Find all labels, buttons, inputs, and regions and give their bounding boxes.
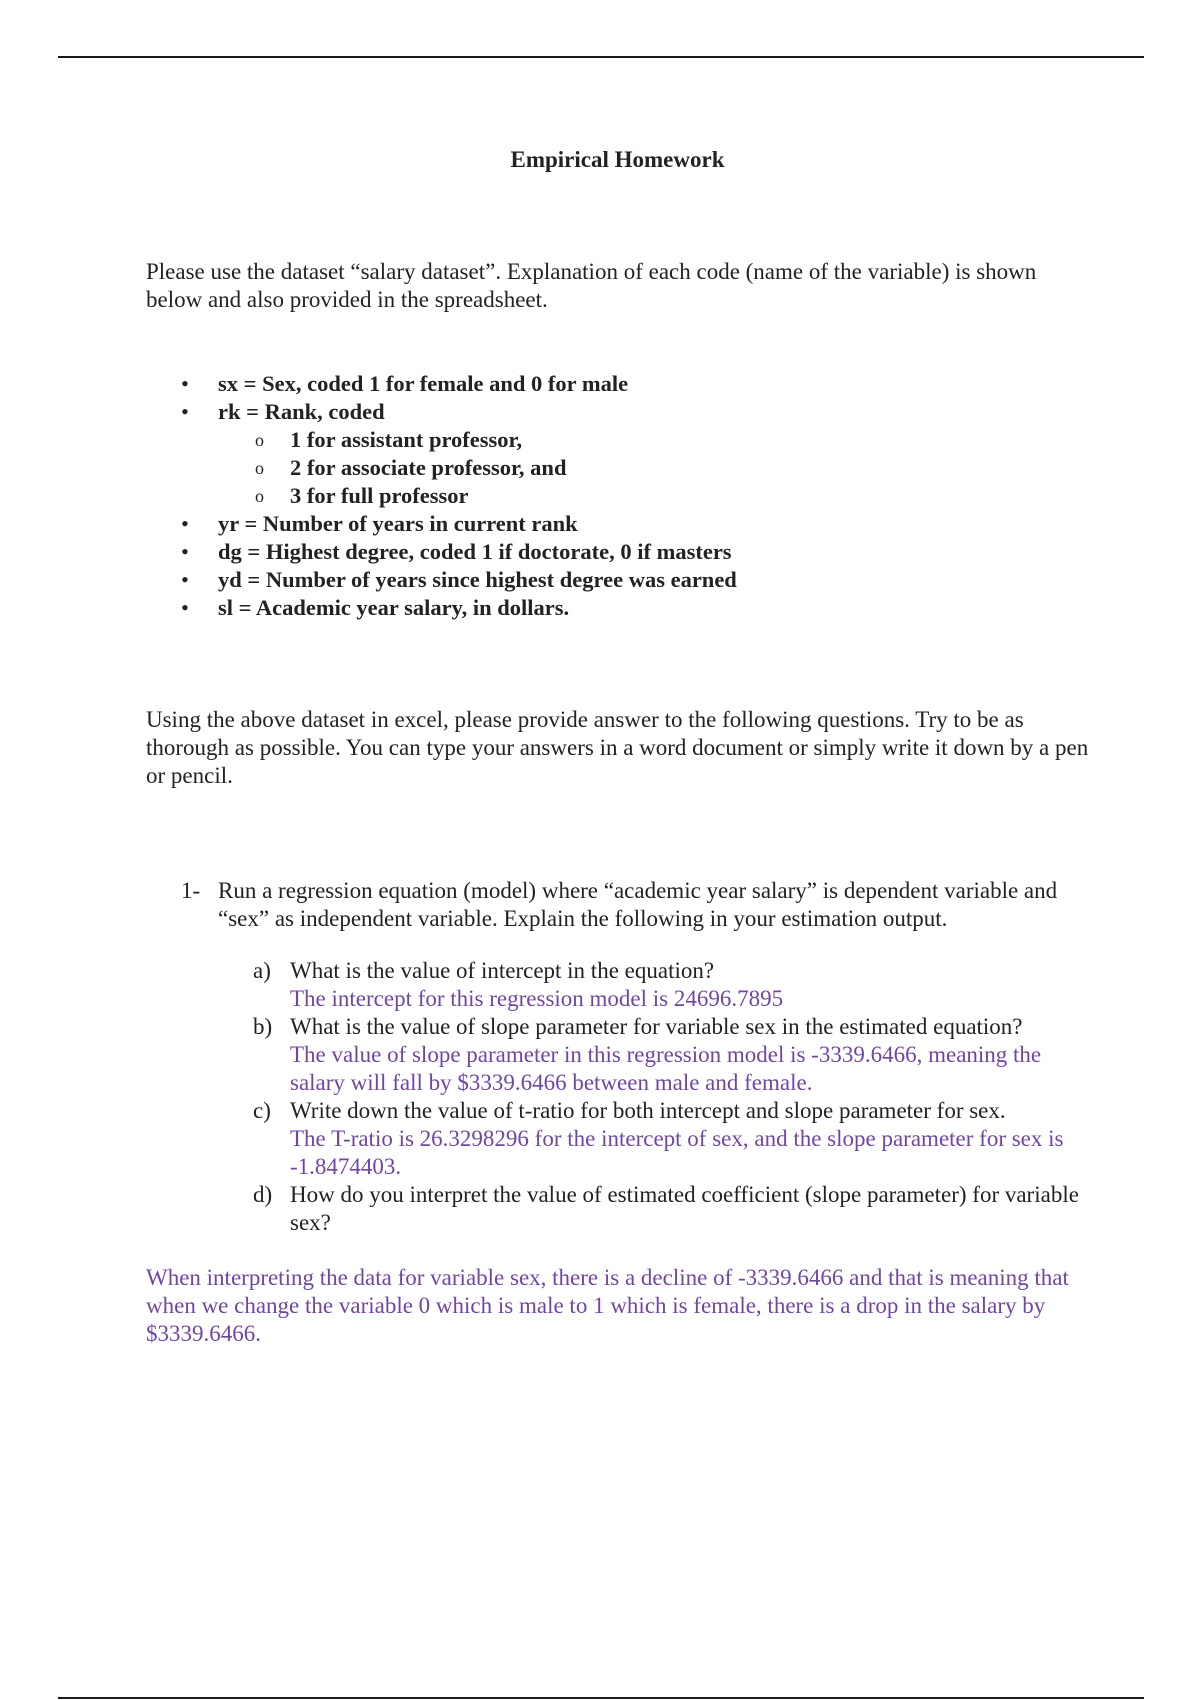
variable-text: yd = Number of years since highest degree was earned (218, 567, 737, 592)
top-rule (58, 56, 1144, 58)
variable-text: yr = Number of years in current rank (218, 511, 578, 536)
rank-code-text: 2 for associate professor, and (290, 455, 567, 480)
sub-question-a (0, 957, 1090, 1013)
circle-bullet-icon: o (255, 486, 264, 506)
variable-item-yd (0, 566, 737, 594)
sub-question-letter: d) (253, 1182, 273, 1207)
bottom-rule (58, 1697, 1144, 1699)
sub-question-d (0, 1181, 1090, 1237)
bullet-icon: • (181, 399, 189, 424)
variable-list (0, 370, 737, 622)
rank-code-list (218, 426, 737, 510)
bullet-icon: • (181, 511, 189, 536)
question-number: 1- (181, 878, 201, 903)
sub-question-list (0, 957, 1090, 1237)
sub-question-letter: a) (253, 958, 271, 983)
bullet-icon: • (181, 567, 189, 592)
sub-question-text: What is the value of slope parameter for variable sex in the estimated equation? (290, 1014, 1023, 1039)
closing-answer-paragraph: When interpreting the data for variable sex, there is a decline of -3339.6466 and that is meaning that when we change the variable 0 which is male to 1 which is female, there is a drop in the salary by $3339.6466. (146, 1265, 1069, 1346)
variable-item-dg (0, 538, 737, 566)
answer-text: The intercept for this regression model is 24696.7895 (290, 986, 784, 1011)
sub-question-c (0, 1097, 1090, 1181)
rank-code-text: 1 for assistant professor, (290, 427, 523, 452)
variable-item-rk (0, 398, 737, 510)
rank-code-item (218, 482, 737, 510)
answer-text: The value of slope parameter in this regression model is -3339.6466, meaning the salary will fall by $3339.6466 between male and female. (290, 1042, 1042, 1095)
document-title: Empirical Homework (510, 147, 725, 172)
rank-code-text: 3 for full professor (290, 483, 469, 508)
variable-text: rk = Rank, coded (218, 399, 385, 424)
sub-question-text: How do you interpret the value of estimated coefficient (slope parameter) for variable sex? (290, 1182, 1079, 1235)
bullet-icon: • (181, 539, 189, 564)
sub-question-b (0, 1013, 1090, 1097)
intro-paragraph: Please use the dataset “salary dataset”. Explanation of each code (name of the variable) is shown below and also provided in the spreadsheet. (146, 259, 1037, 312)
bullet-icon: • (181, 595, 189, 620)
circle-bullet-icon: o (255, 430, 264, 450)
sub-question-letter: b) (253, 1014, 273, 1039)
variable-text: dg = Highest degree, coded 1 if doctorate, 0 if masters (218, 539, 732, 564)
variable-item-sx (0, 370, 737, 398)
variable-item-sl (0, 594, 737, 622)
rank-code-item (218, 426, 737, 454)
instructions-paragraph: Using the above dataset in excel, please provide answer to the following questions. Try to be as thorough as possible. You can type your answers in a word document or simply write it down by a pen or pencil. (146, 707, 1089, 788)
sub-question-text: What is the value of intercept in the equation? (290, 958, 715, 983)
rank-code-item (218, 454, 737, 482)
variable-text: sl = Academic year salary, in dollars. (218, 595, 570, 620)
circle-bullet-icon: o (255, 458, 264, 478)
sub-question-text: Write down the value of t-ratio for both intercept and slope parameter for sex. (290, 1098, 1006, 1123)
sub-question-letter: c) (253, 1098, 271, 1123)
variable-text: sx = Sex, coded 1 for female and 0 for male (218, 371, 629, 396)
variable-item-yr (0, 510, 737, 538)
question-text: Run a regression equation (model) where “academic year salary” is dependent variable and “sex” as independent variable. Explain the following in your estimation output. (218, 878, 1058, 931)
bullet-icon: • (181, 371, 189, 396)
answer-text: The T-ratio is 26.3298296 for the intercept of sex, and the slope parameter for sex is -1.8474403. (290, 1126, 1064, 1179)
